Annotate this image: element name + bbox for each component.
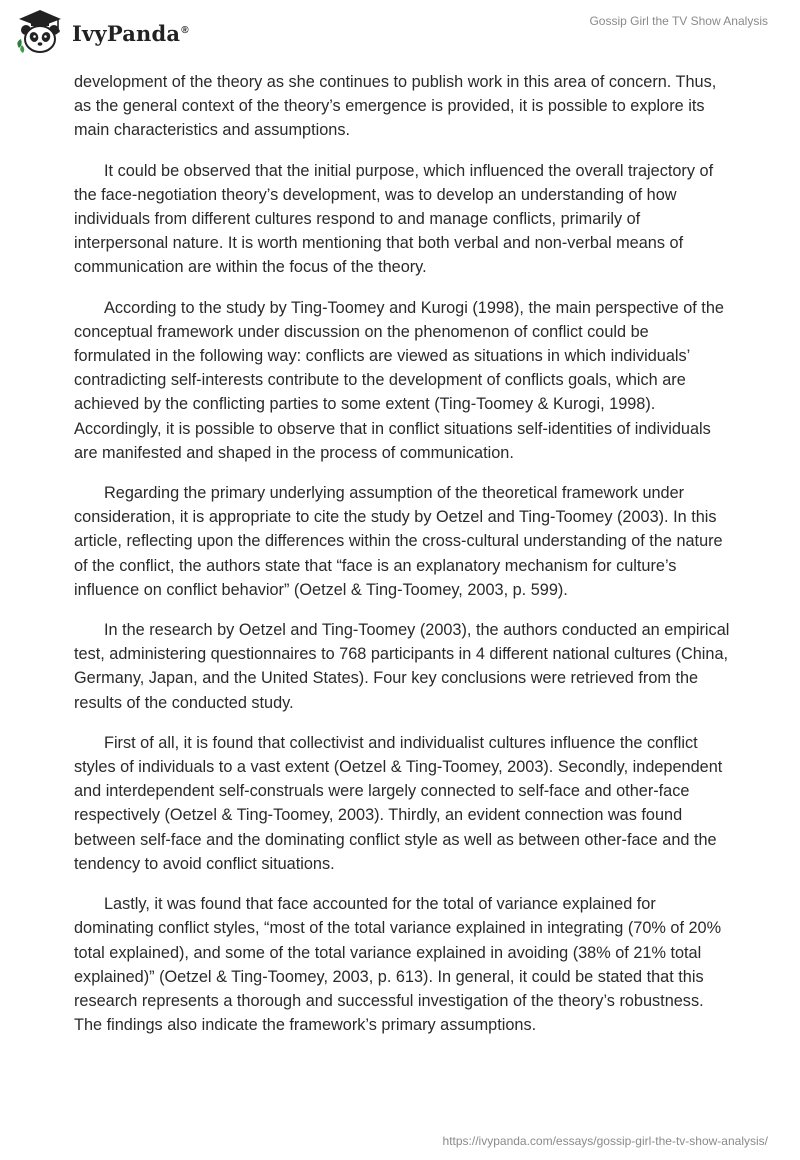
paragraph: In the research by Oetzel and Ting-Toomey (2003), the authors conducted an empirical test, administering questionnaires to 768 participants in 4 different national cultures (China, Germany, Japan, and the United States). Four key conclusions were retrieved from the results of the conducted study. [74,621,730,712]
ivypanda-logo[interactable] [14,8,189,56]
logo-text: IvyPanda [72,20,181,46]
registered-mark: ® [181,24,189,36]
paragraph: It could be observed that the initial purpose, which influenced the overall trajectory of the face-negotiation theory’s development, was to develop an understanding of how individuals from different cultures respond to and manage conflicts, primarily of interpersonal nature. It is worth mentioning that both verbal and non-verbal means of communication are within the focus of the theory. [74,161,714,277]
document-title: Gossip Girl the TV Show Analysis [589,14,768,28]
essay-body [74,70,730,1053]
logo-wordmark [72,21,189,46]
source-url[interactable]: https://ivypanda.com/essays/gossip-girl-the-tv-show-analysis/ [442,1134,768,1148]
paragraph: Regarding the primary underlying assumption of the theoretical framework under consideration, it is appropriate to cite the study by Oetzel and Ting-Toomey (2003). In this article, reflecting upon the differences within the cross-cultural understanding of the nature of the conflict, the authors state that “face is an explanatory mechanism for culture’s influence on conflict behavior” (Oetzel & Ting-Toomey, 2003, p. 599). [74,484,723,599]
paragraph: According to the study by Ting-Toomey and Kurogi (1998), the main perspective of the conceptual framework under discussion on the phenomenon of conflict could be formulated in the following way: conflicts are viewed as situations in which individuals’ contradicting self-interests contribute to the development of conflicts goals, which are achieved by the conflicting parties to some extent (Ting-Toomey & Kurogi, 1998). Accordingly, it is possible to observe that in conflict situations self-identities of individuals are manifested and shaped in the process of communication. [74,298,724,462]
page-header [0,0,800,70]
paragraph: Lastly, it was found that face accounted for the total of variance explained for dominating conflict styles, “most of the total variance explained in integrating (70% of 20% total explained), and some of the total variance explained in avoiding (38% of 21% total explained)” (Oetzel & Ting-Toomey, 2003, p. 613). In general, it could be stated that this research represents a thorough and successful investigation of the theory’s robustness. The findings also indicate the framework’s primary assumptions. [74,895,722,1035]
paragraph: development of the theory as she continues to publish work in this area of concern. Thus, as the general context of the theory’s emergence is provided, it is possible to explore its main characteristics and assumptions. [74,73,717,140]
paragraph: First of all, it is found that collectivist and individualist cultures influence the conflict styles of individuals to a vast extent (Oetzel & Ting-Toomey, 2003). Secondly, independent and interdependent self-construals were largely connected to self-face and other-face respectively (Oetzel & Ting-Toomey, 2003). Thirdly, an evident connection was found between self-face and the dominating conflict style as well as between other-face and the tendency to avoid conflict situations. [74,733,723,873]
panda-graduation-cap-icon [14,8,66,56]
